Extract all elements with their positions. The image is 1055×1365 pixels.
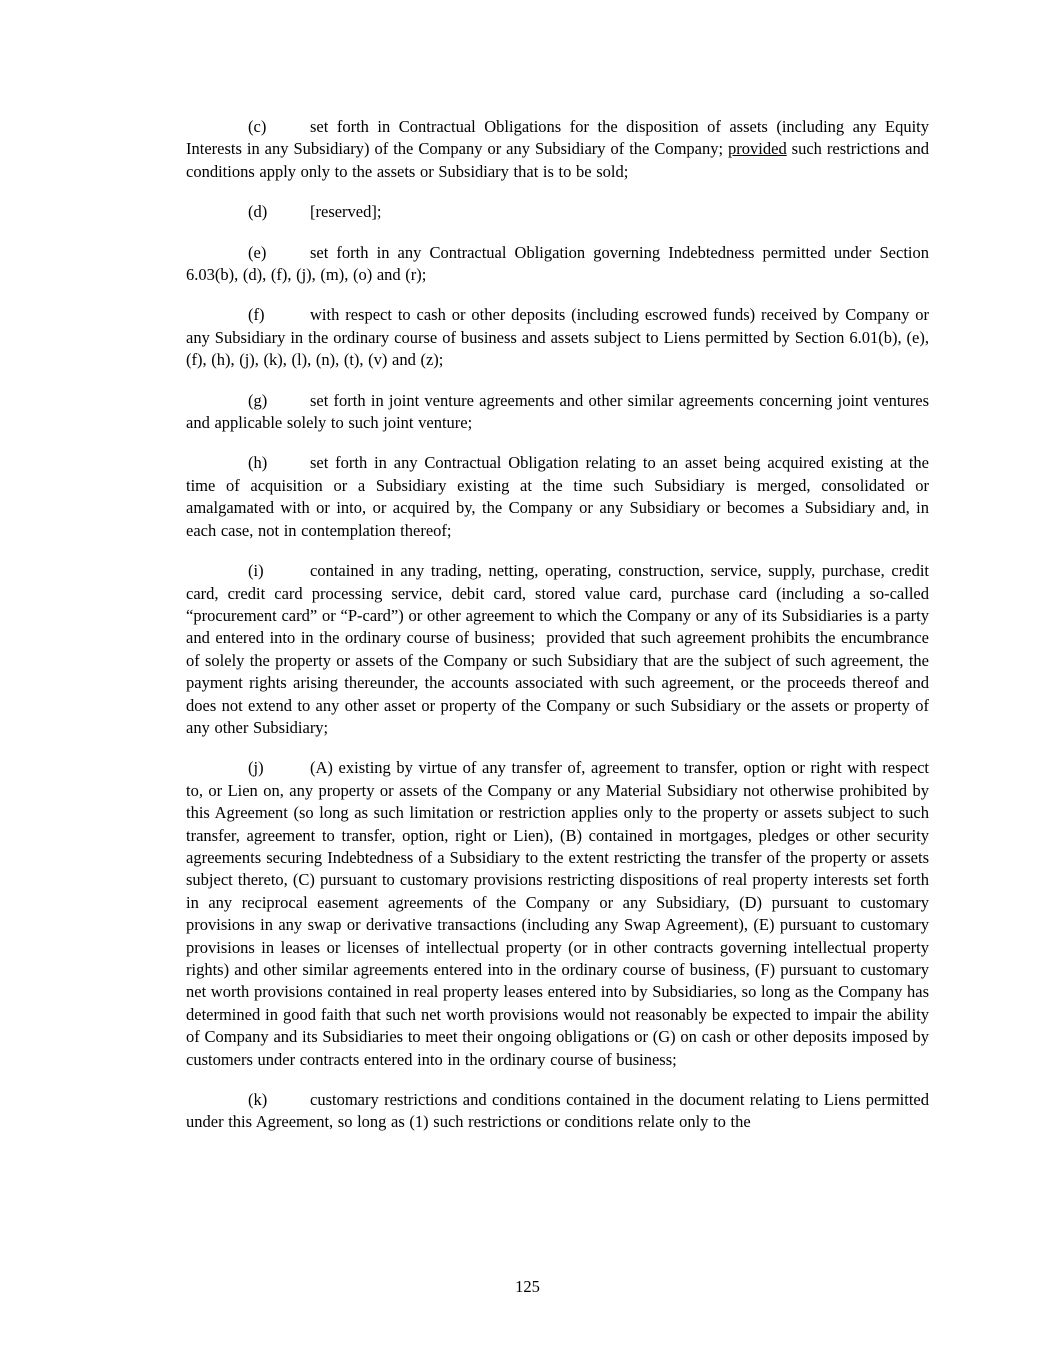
paragraph-label: (j)	[248, 758, 264, 778]
paragraph-label: (k)	[248, 1090, 268, 1110]
paragraph-text: set forth in joint venture agreements and other similar agreements concerning joint ventures and applicable solely to such joint venture;	[186, 390, 929, 433]
paragraph-text: customary restrictions and conditions contained in the document relating to Liens permitted under this Agreement, so long as (1) such restrictions or conditions relate only to the	[186, 1090, 929, 1132]
paragraph-g	[186, 390, 929, 435]
paragraph-text: contained in any trading, netting, operating, construction, service, supply, purchase, credit card, credit card processing service, debit card, stored value card, purchase card (including a so-called “procurement card” or “P-card”) or other agreement to which the Company or any of its Subsidiaries is a party and entered into in the ordinary course of business; provided that such agreement prohibits the encumbrance of solely the property or assets of the Company or such Subsidiary that are the subject of such agreement, the payment rights arising thereunder, the accounts associated with such agreement, or the proceeds thereof and does not extend to any other asset or property of the Company or such Subsidiary or the assets or property of any other Subsidiary;	[186, 561, 929, 737]
paragraph-h	[186, 452, 929, 542]
paragraph-label: (g)	[248, 390, 268, 410]
paragraph-i	[186, 560, 929, 739]
paragraph-f	[186, 304, 929, 371]
paragraph-text: with respect to cash or other deposits (including escrowed funds) received by Company or any Subsidiary in the ordinary course of business and assets subject to Liens permitted by Section 6.01(b), (e), (f), (h), (j), (k), (l), (n), (t), (v) and (z);	[186, 305, 929, 370]
body-text	[186, 116, 929, 1152]
paragraph-j	[186, 757, 929, 1071]
paragraph-d	[186, 201, 929, 223]
paragraph-text: [reserved];	[310, 202, 382, 222]
paragraph-text: set forth in any Contractual Obligation relating to an asset being acquired existing at the time of acquisition or a Subsidiary existing at the time such Subsidiary is merged, consolidated or amalgamated with or into, or acquired by, the Company or any Subsidiary or becomes a Subsidiary and, in each case, not in contemplation thereof;	[186, 453, 929, 540]
underlined-term: provided	[728, 139, 787, 159]
paragraph-text: set forth in any Contractual Obligation governing Indebtedness permitted under Section 6.03(b), (d), (f), (j), (m), (o) and (r);	[186, 242, 929, 285]
paragraph-c	[186, 116, 929, 183]
paragraph-label: (f)	[248, 305, 265, 325]
paragraph-label: (h)	[248, 453, 268, 473]
paragraph-text: such restrictions and conditions apply only to the assets or Subsidiary that is to be sold;	[186, 139, 929, 181]
paragraph-label: (d)	[248, 202, 268, 222]
paragraph-label: (i)	[248, 561, 264, 581]
paragraph-label: (e)	[248, 242, 267, 262]
paragraph-k	[186, 1089, 929, 1134]
paragraph-text: set forth in Contractual Obligations for the disposition of assets (including any Equity Interests in any Subsidiary) of the Company or any Subsidiary of the Company;	[186, 117, 929, 159]
page-number: 125	[515, 1277, 540, 1296]
paragraph-label: (c)	[248, 117, 267, 136]
paragraph-text: (A) existing by virtue of any transfer of, agreement to transfer, option or right with respect to, or Lien on, any property or assets of the Company or any Material Subsidiary not otherwise prohibited by this Agreement (so long as such limitation or restriction applies only to the property or assets subject to such transfer, agreement to transfer, option, right or Lien), (B) contained in mortgages, pledges or other security agreements securing Indebtedness of a Subsidiary to the extent restricting the transfer of the property or assets subject thereto, (C) pursuant to customary provisions restricting dispositions of real property interests set forth in any reciprocal easement agreements of the Company or any Subsidiary, (D) pursuant to customary provisions in any swap or derivative transactions (including any Swap Agreement), (E) pursuant to customary provisions in leases or licenses of intellectual property (or in other contracts governing intellectual property rights) and other similar agreements entered into in the ordinary course of business, (F) pursuant to customary net worth provisions contained in real property leases entered into by Subsidiaries, so long as the Company has determined in good faith that such net worth provisions would not reasonably be expected to impair the ability of Company and its Subsidiaries to meet their ongoing obligations or (G) on cash or other deposits imposed by customers under contracts entered into in the ordinary course of business;	[186, 758, 929, 1069]
paragraph-e	[186, 242, 929, 287]
